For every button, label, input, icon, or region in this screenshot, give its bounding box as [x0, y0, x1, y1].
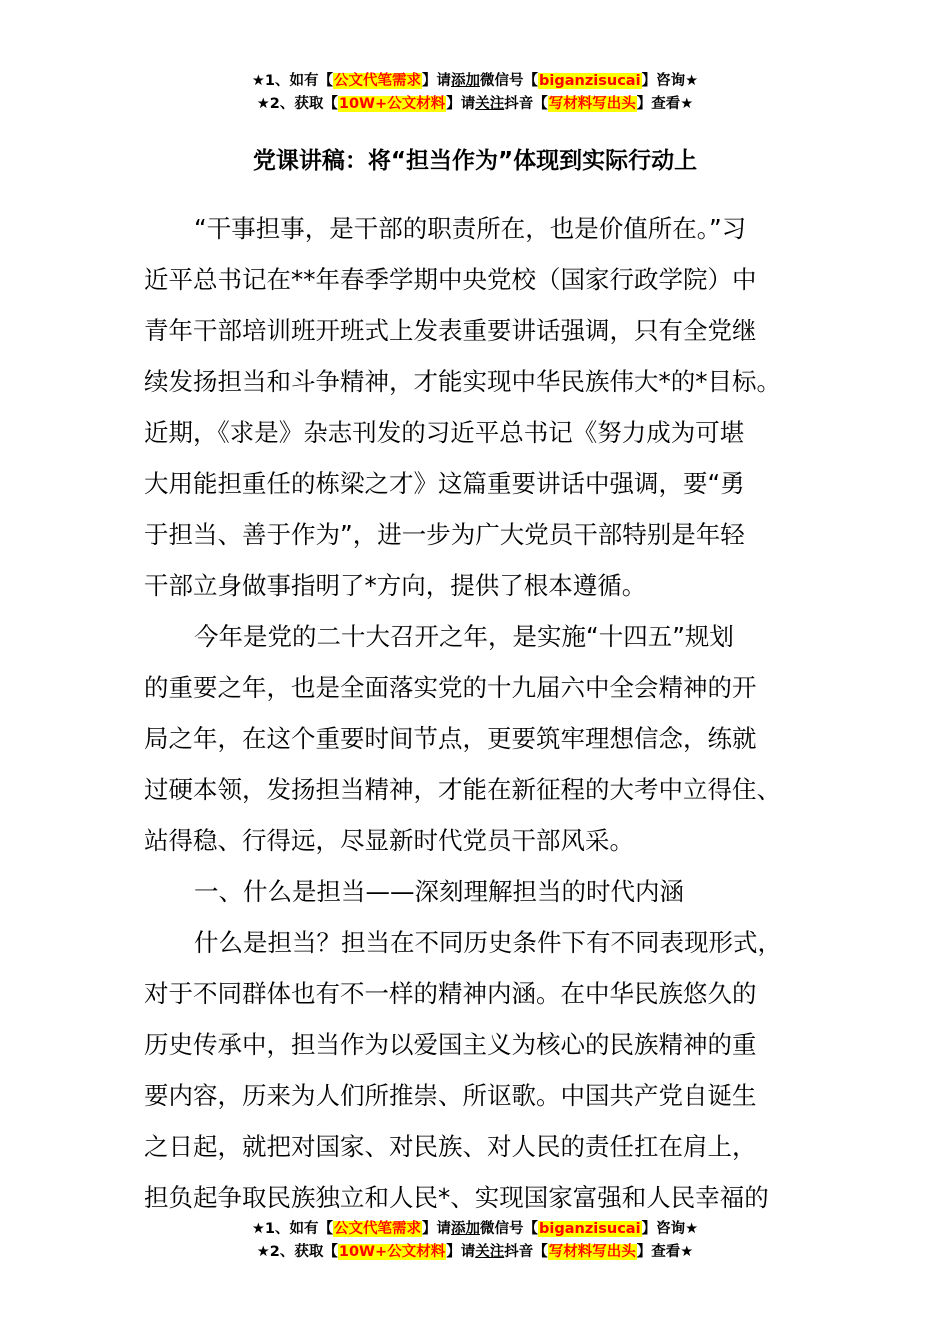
- star-icon: ★: [251, 1221, 265, 1237]
- paragraph-line: 站得稳、行得远，尽显新时代党员干部风采。: [144, 826, 634, 855]
- paragraph-line: 的重要之年，也是全面落实党的十九届六中全会精神的开: [144, 673, 757, 702]
- star-icon: ★: [680, 1244, 694, 1260]
- banner-text: 微信号【: [480, 1221, 539, 1237]
- banner-text: 】查看: [636, 1244, 681, 1260]
- banner-text: 】请: [446, 96, 476, 112]
- star-icon: ★: [685, 73, 699, 89]
- douyin-id-highlight: 写材料写出头: [548, 1244, 636, 1260]
- document-body: [144, 203, 808, 1223]
- banner-text: 】请: [422, 1221, 452, 1237]
- banner-line-1: [0, 1218, 950, 1241]
- douyin-id-highlight: 写材料写出头: [548, 96, 636, 112]
- emphasis-text: 关注: [475, 1244, 505, 1260]
- paragraph-line: 大用能担重任的栋梁之才》这篇重要讲话中强调，要“勇: [144, 469, 745, 498]
- star-icon: ★: [685, 1221, 699, 1237]
- banner-text: 】咨询: [641, 1221, 686, 1237]
- banner-text: 】请: [446, 1244, 476, 1260]
- paragraph-line: 担负起争取民族独立和人民*、实现国家富强和人民幸福的: [144, 1183, 769, 1212]
- paragraph-line: 局之年，在这个重要时间节点，更要筑牢理想信念，练就: [144, 724, 757, 753]
- banner-text: 抖音【: [504, 96, 548, 112]
- paragraph-line: 今年是党的二十大召开之年，是实施“十四五”规划: [194, 622, 734, 651]
- wechat-id-highlight: biganzisucai: [539, 1221, 641, 1237]
- star-icon: ★: [256, 1244, 270, 1260]
- paragraph-line: 续发扬担当和斗争精神，才能实现中华民族伟大*的*目标。: [144, 367, 781, 396]
- banner-line-2: [0, 93, 950, 116]
- highlight-text: 公文代笔需求: [334, 1221, 422, 1237]
- banner-line-1: [0, 70, 950, 93]
- paragraph-line: 干部立身做事指明了*方向，提供了根本遵循。: [144, 571, 647, 600]
- banner-text: 】请: [422, 73, 452, 89]
- paragraph-line: 过硬本领，发扬担当精神，才能在新征程的大考中立得住、: [144, 775, 781, 804]
- banner-line-2: [0, 1241, 950, 1264]
- banner-text: 】咨询: [641, 73, 686, 89]
- paragraph-line: 青年干部培训班开班式上发表重要讲话强调，只有全党继: [144, 316, 757, 345]
- banner-text: 1、如有【: [264, 73, 334, 89]
- star-icon: ★: [680, 96, 694, 112]
- paragraph-line: 于担当、善于作为”，进一步为广大党员干部特别是年轻: [144, 520, 745, 549]
- highlight-text: 公文代笔需求: [334, 73, 422, 89]
- banner-text: 微信号【: [480, 73, 539, 89]
- emphasis-text: 添加: [451, 73, 481, 89]
- paragraph-line: “干事担事，是干部的职责所在，也是价值所在。”习: [194, 214, 747, 243]
- star-icon: ★: [256, 96, 270, 112]
- paragraph-line: 要内容，历来为人们所推崇、所讴歌。中国共产党自诞生: [144, 1081, 757, 1110]
- emphasis-text: 关注: [475, 96, 505, 112]
- document-title: 党课讲稿：将“担当作为”体现到实际行动上: [252, 148, 698, 174]
- wechat-id-highlight: biganzisucai: [539, 73, 641, 89]
- footer-banner: [0, 1218, 950, 1264]
- header-banner: [0, 70, 950, 116]
- highlight-text: 10W+公文材料: [338, 1244, 446, 1260]
- banner-text: 2、获取【: [269, 96, 338, 112]
- banner-text: 2、获取【: [269, 1244, 338, 1260]
- emphasis-text: 添加: [451, 1221, 481, 1237]
- banner-text: 1、如有【: [264, 1221, 334, 1237]
- highlight-text: 10W+公文材料: [338, 96, 446, 112]
- paragraph-line: 近平总书记在**年春季学期中央党校（国家行政学院）中: [144, 265, 757, 294]
- paragraph-line: 对于不同群体也有不一样的精神内涵。在中华民族悠久的: [144, 979, 757, 1008]
- paragraph-line: 近期，《求是》杂志刊发的习近平总书记《努力成为可堪: [144, 418, 745, 447]
- banner-text: 抖音【: [504, 1244, 548, 1260]
- banner-text: 】查看: [636, 96, 681, 112]
- paragraph-line: 什么是担当？担当在不同历史条件下有不同表现形式，: [194, 928, 782, 957]
- section-heading: 一、什么是担当——深刻理解担当的时代内涵: [194, 877, 684, 906]
- star-icon: ★: [251, 73, 265, 89]
- paragraph-line: 历史传承中，担当作为以爱国主义为核心的民族精神的重: [144, 1030, 757, 1059]
- paragraph-line: 之日起，就把对国家、对民族、对人民的责任扛在肩上，: [144, 1132, 757, 1161]
